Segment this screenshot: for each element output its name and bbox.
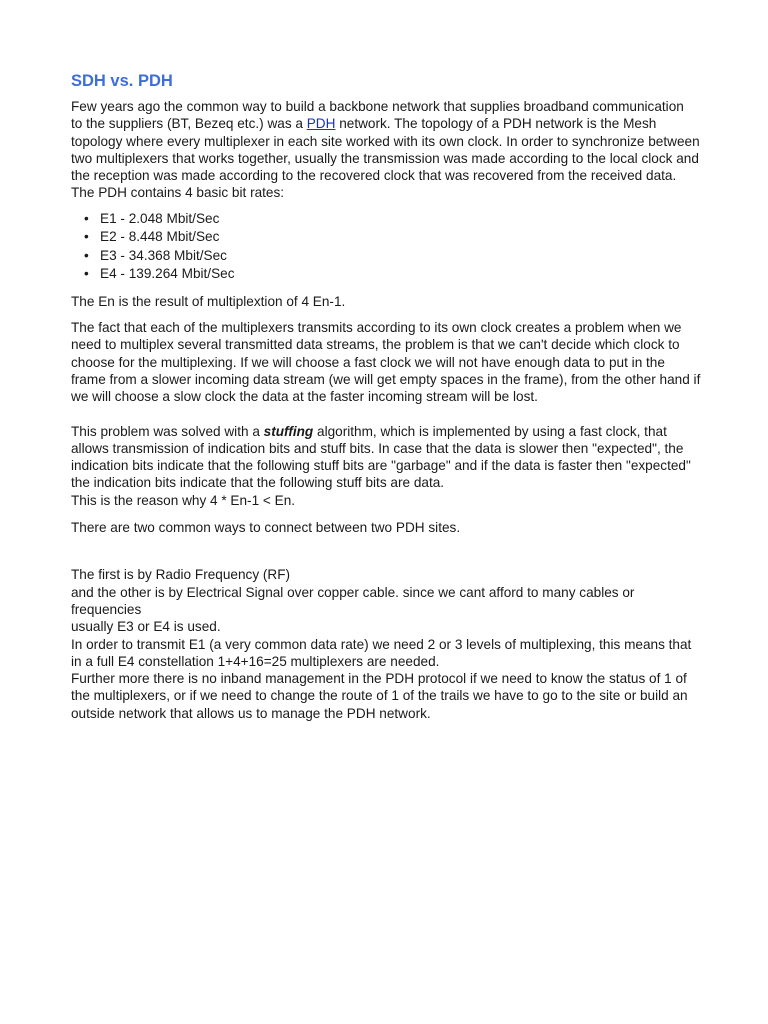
stuffing-paragraph	[71, 423, 701, 509]
stuffing-term: stuffing	[263, 423, 314, 439]
page-title: SDH vs. PDH	[71, 72, 173, 90]
stuffing-reason: This is the reason why 4 * En-1 < En.	[71, 492, 296, 508]
closing-paragraph	[71, 566, 701, 722]
intro-line-4: The PDH contains 4 basic bit rates:	[71, 185, 285, 201]
two-ways-paragraph: There are two common ways to connect between two PDH sites.	[71, 520, 461, 536]
closing-line-5: in a full E4 constellation 1+4+16=25 multiplexers are needed.	[71, 653, 440, 669]
bit-rate-list	[71, 210, 701, 284]
intro-line-2-end: network. The topology of a PDH network is the Mesh	[335, 116, 657, 132]
closing-line-1: The first is by Radio Frequency (RF)	[71, 567, 291, 583]
stuffing-text-end: algorithm, which is implemented by using a fast clock, that allows transmission of indication bits and stuff bits. In case that the data is slower then "expected", the indication bits indicate that the following stuff bits are "garbage" and if the data is faster then "expected" the indication bits indicate that the following stuff bits are data.	[71, 423, 691, 491]
closing-line-4: In order to transmit E1 (a very common data rate) we need 2 or 3 levels of multiplexing, this means that	[71, 636, 692, 652]
stuffing-text	[71, 423, 701, 492]
list-item: • E1 - 2.048 Mbit/Sec	[100, 210, 701, 229]
closing-line-2: and the other is by Electrical Signal over copper cable. since we cant afford to many cables or frequencies	[71, 584, 635, 617]
closing-line-7: outside network that allows us to manage the PDH network.	[71, 705, 431, 721]
pdh-link[interactable]: PDH	[306, 116, 336, 132]
stuffing-text-start: This problem was solved with a	[71, 423, 264, 439]
document-body	[71, 70, 701, 722]
list-item: • E3 - 34.368 Mbit/Sec	[100, 247, 701, 266]
intro-line-1: Few years ago the common way to build a backbone network that supplies broadband communication	[71, 99, 684, 114]
intro-line-2-start: to the suppliers (BT, Bezeq etc.) was a	[71, 116, 307, 132]
closing-line-6: Further more there is no inband management in the PDH protocol if we need to know the status of 1 of the multiplexers, or if we need to change the route of 1 of the trails we have to go to the site or build an	[71, 671, 688, 704]
closing-line-3: usually E3 or E4 is used.	[71, 619, 221, 635]
clock-problem-paragraph: The fact that each of the multiplexers transmits according to its own clock creates a problem when we need to multiplex several transmitted data streams, the problem is that we can't decide which clock to choose for the multiplexing. If we will choose a fast clock we will not have enough data to put in the frame from a slower incoming data stream (we will get empty spaces in the frame), from the other hand if we will choose a slow clock the data at the faster incoming stream will be lost.	[71, 320, 701, 405]
en-result-paragraph: The En is the result of multiplextion of 4 En-1.	[71, 293, 346, 309]
intro-paragraph	[71, 98, 701, 202]
intro-line-2	[71, 115, 701, 132]
list-item: • E4 - 139.264 Mbit/Sec	[100, 265, 701, 284]
intro-line-3: topology where every multiplexer in each site worked with its own clock. In order to synchronize between two multiplexers that works together, usually the transmission was made according to the local clock and the reception was made according to the recovered clock that was recovered from the received data.	[71, 133, 700, 184]
list-item: • E2 - 8.448 Mbit/Sec	[100, 228, 701, 247]
